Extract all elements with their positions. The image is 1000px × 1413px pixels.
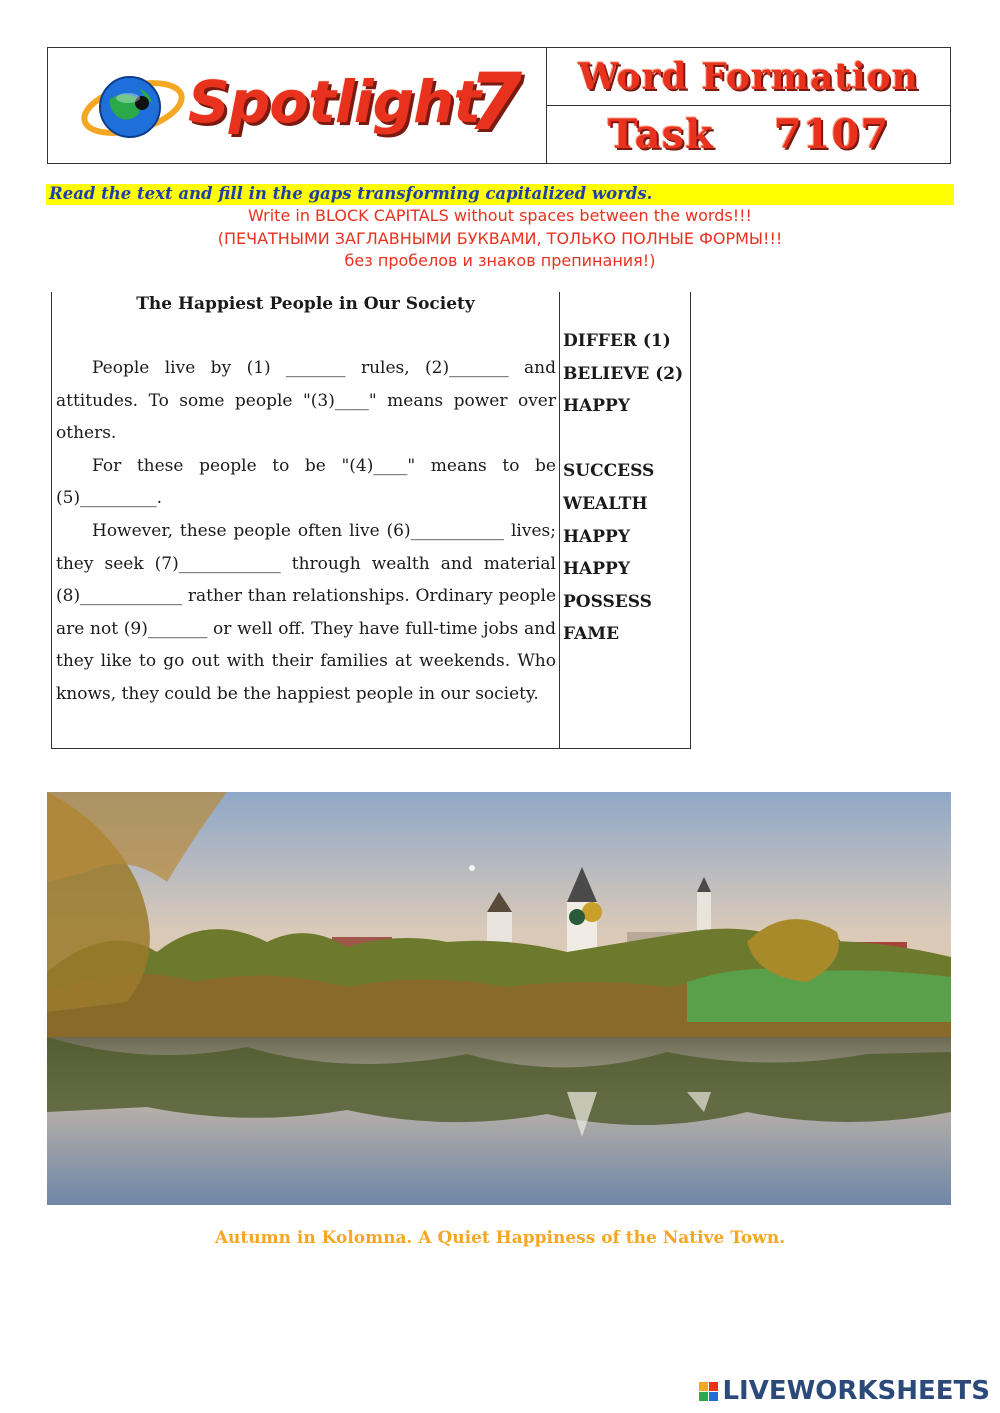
photo-caption: Autumn in Kolomna. A Quiet Happiness of the Native Town.: [214, 1228, 786, 1248]
header-table: [47, 47, 951, 164]
logo-text: Spotlight: [188, 68, 481, 136]
word-item: FAME: [563, 624, 620, 645]
word-item: SUCCESS: [563, 461, 655, 482]
liveworksheets-icon: [699, 1382, 718, 1401]
task-label: Task: [607, 111, 714, 158]
instruction-line-3: без пробелов и знаков препинания!): [344, 251, 656, 270]
word-item: HAPPY: [563, 396, 630, 417]
word-item: [563, 423, 683, 456]
word-item: POSSESS: [563, 591, 652, 612]
logo-number: 7: [468, 58, 523, 148]
title-row: [547, 48, 950, 106]
instruction-main: Read the text and fill in the gaps transforming capitalized words.: [49, 184, 653, 203]
word-item: WEALTH: [563, 493, 648, 514]
task-row: [547, 106, 950, 163]
instruction-line-1: Write in BLOCK CAPITALS without spaces between the words!!!: [248, 206, 752, 225]
exercise-table: [51, 292, 691, 749]
liveworksheets-brand: LIVEWORKSHEETS: [722, 1376, 990, 1406]
story-text: [56, 352, 556, 711]
story-paragraph-2: For these people to be "(4)____" means to be (5)_________.: [56, 455, 556, 509]
column-divider: [559, 292, 560, 748]
word-item: HAPPY: [563, 559, 630, 580]
word-item: HAPPY: [563, 526, 630, 547]
story-paragraph-1: People live by (1) _______ rules, (2)_______ and attitudes. To some people "(3)____" means power over others.: [56, 358, 556, 444]
liveworksheets-logo[interactable]: [699, 1376, 990, 1406]
task-number: 7107: [773, 111, 890, 158]
word-item: DIFFER (1): [563, 331, 671, 351]
word-item: BELIEVE (2): [563, 363, 684, 384]
title-cell: [547, 48, 950, 163]
story-paragraph-3: However, these people often live (6)___________ lives; they seek (7)____________ through wealth and material (8)____________ rather than relationships. Ordinary people are not (9)_______ or well off. They have full-time jobs and they like to go out with their families at weekends. Who knows, they could be the happiest people in our society.: [56, 520, 556, 704]
instruction-line-2: (ПЕЧАТНЫМИ ЗАГЛАВНЫМИ БУКВАМИ, ТОЛЬКО ПОЛНЫЕ ФОРМЫ!!!: [217, 229, 783, 248]
word-list: [563, 325, 683, 651]
worksheet-title: Word Formation: [578, 55, 919, 98]
task-title: [608, 111, 889, 158]
logo-cell: [48, 48, 547, 163]
story-title: The Happiest People in Our Society: [136, 294, 475, 314]
globe-icon: [78, 63, 188, 153]
kolomna-photo: [47, 792, 951, 1205]
